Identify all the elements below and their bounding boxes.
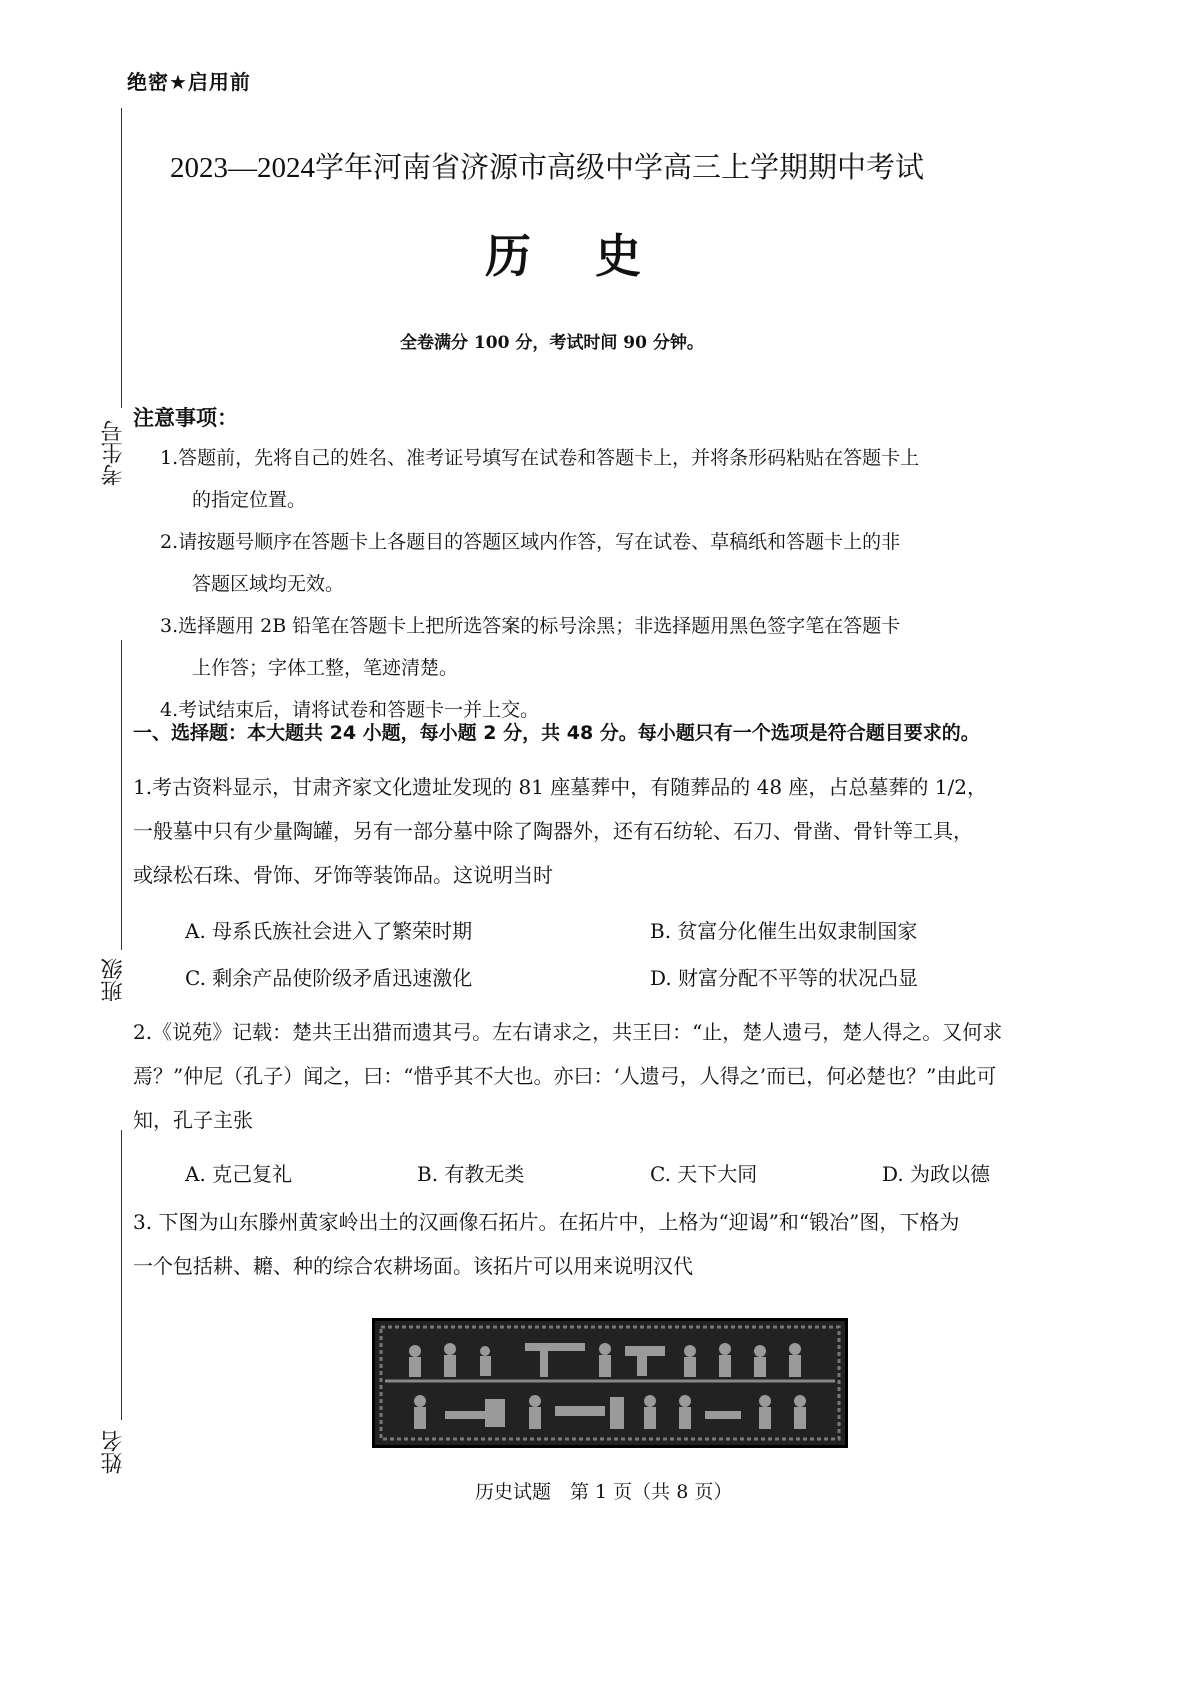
question-line: 1.考古资料显示，甘肃齐家文化遗址发现的 81 座墓葬中，有随葬品的 48 座，占总墓葬的 1/2， [133, 775, 987, 799]
binding-line [121, 108, 122, 408]
option-b: B. 有教无类 [417, 1162, 525, 1186]
question-1 [133, 765, 1103, 897]
question-line: 焉？”仲尼（孔子）闻之，曰：“惜乎其不大也。亦曰：‘人遗弓，人得之’而已，何必楚也？”由此可 [133, 1064, 997, 1088]
question-line: 一般墓中只有少量陶罐，另有一部分墓中除了陶器外，还有石纺轮、石刀、骨凿、骨针等工具， [133, 819, 973, 843]
side-label-name: 姓名 [101, 1430, 126, 1474]
option-a: A. 母系氏族社会进入了繁荣时期 [185, 919, 473, 943]
question-line: 知，孔子主张 [133, 1108, 253, 1132]
option-a: A. 克己复礼 [185, 1162, 293, 1186]
notice-item: 3.选择题用 2B 铅笔在答题卡上把所选答案的标号涂黑；非选择题用黑色签字笔在答题卡 上作答；字体工整，笔迹清楚。 [160, 615, 901, 679]
notice-list [160, 437, 1105, 731]
section-heading: 一、选择题：本大题共 24 小题，每小题 2 分，共 48 分。每小题只有一个选项是符合题目要求的。 [133, 722, 980, 744]
notice-item: 2.请按题号顺序在答题卡上各题目的答题区域内作答，写在试卷、草稿纸和答题卡上的非 答题区域均无效。 [160, 531, 901, 595]
secret-label: 绝密★启用前 [127, 70, 251, 94]
option-d: D. 为政以德 [882, 1162, 991, 1186]
page-footer: 历史试题 第 1 页（共 8 页） [475, 1481, 733, 1503]
score-line: 全卷满分 100 分，考试时间 90 分钟。 [400, 333, 704, 353]
notice-heading: 注意事项： [133, 406, 238, 430]
question-2 [133, 1010, 1103, 1142]
question-3 [133, 1200, 1103, 1288]
notice-item: 4.考试结束后，请将试卷和答题卡一并上交。 [160, 699, 540, 721]
binding-line [121, 640, 122, 950]
option-c: C. 天下大同 [650, 1162, 758, 1186]
question-line: 2.《说苑》记载：楚共王出猎而遗其弓。左右请求之，共王曰：“止，楚人遗弓，楚人得之。又何求 [133, 1020, 1003, 1044]
question-line: 一个包括耕、耱、种的综合农耕场面。该拓片可以用来说明汉代 [133, 1254, 693, 1278]
subject-title: 历史 [485, 229, 705, 283]
option-d: D. 财富分配不平等的状况凸显 [650, 966, 919, 990]
question-line: 或绿松石珠、骨饰、牙饰等装饰品。这说明当时 [133, 863, 553, 887]
binding-line [121, 1130, 122, 1420]
stone-rubbing-image [372, 1318, 848, 1448]
side-label-exam-no: 考生号 [101, 420, 126, 486]
notice-item: 1.答题前，先将自己的姓名、准考证号填写在试卷和答题卡上，并将条形码粘贴在答题卡上 的指定位置。 [160, 447, 920, 511]
option-c: C. 剩余产品使阶级矛盾迅速激化 [185, 966, 473, 990]
side-label-class: 班级 [101, 958, 126, 1002]
exam-title: 2023—2024学年河南省济源市高级中学高三上学期期中考试 [170, 152, 925, 184]
question-line: 3. 下图为山东滕州黄家岭出土的汉画像石拓片。在拓片中，上格为“迎谒”和“锻冶”图，下格为 [133, 1210, 960, 1234]
option-b: B. 贫富分化催生出奴隶制国家 [650, 919, 918, 943]
